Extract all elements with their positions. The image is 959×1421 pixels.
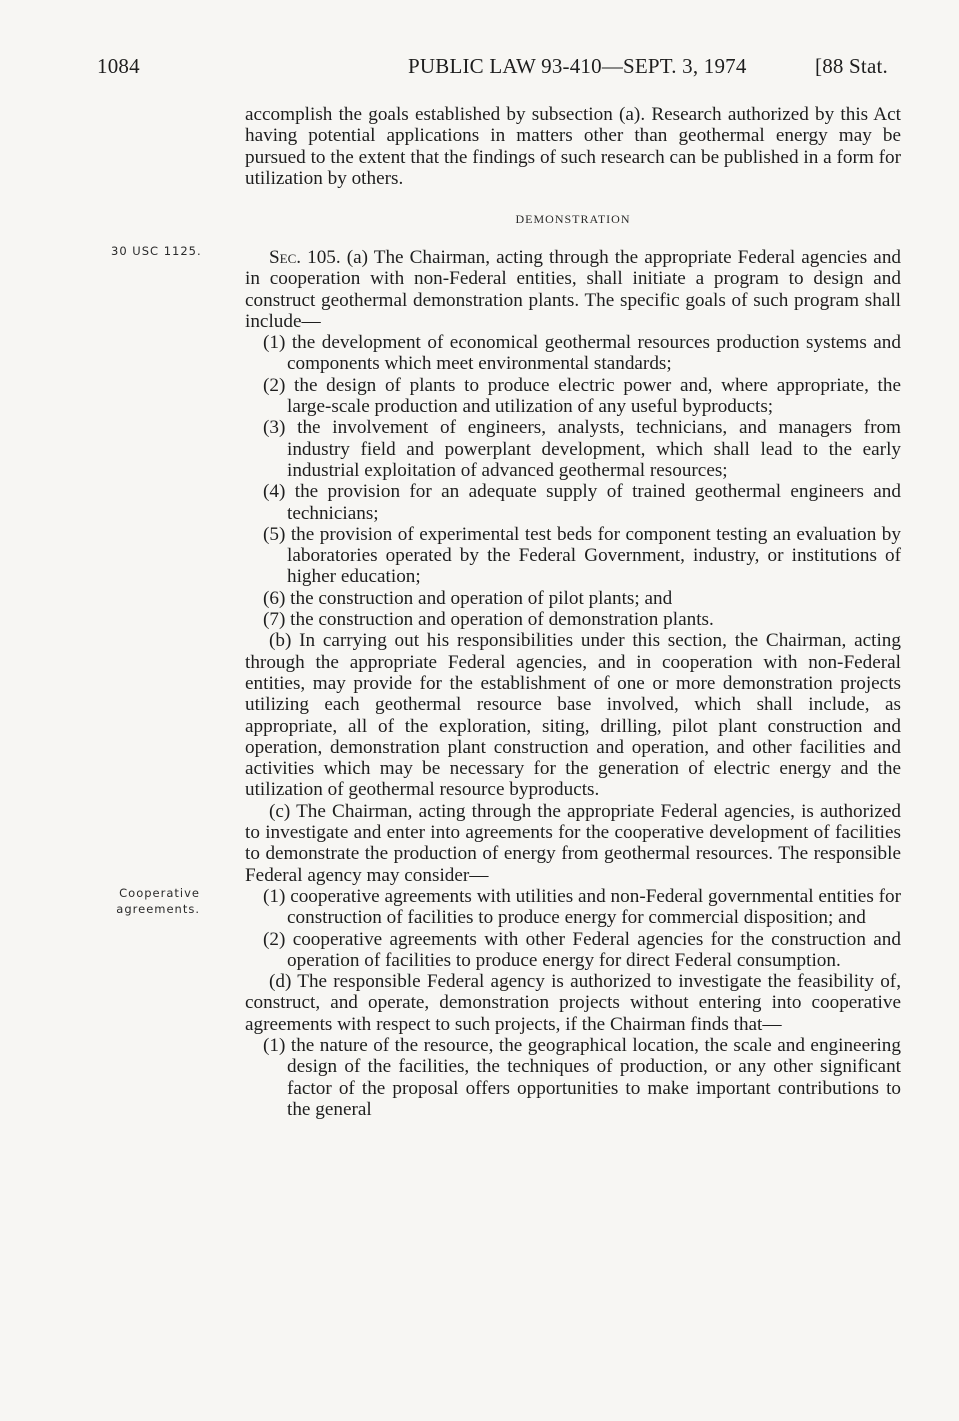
subsection-d: (d) The responsible Federal agency is authorized to investigate the feasibility of, construct, and operate, demonstration projects without entering into cooperative agreements with respect to such projects, if the Chairman finds that— [245,971,901,1035]
finding-item: (1) the nature of the resource, the geographical location, the scale and engineering design of the facilities, the techniques of production, or any other significant factor of the proposal offers opportunities to make important contributions to the general [263,1034,901,1120]
goal-item: (6) the construction and operation of pilot plants; and [263,587,673,609]
margin-note-usc: 30 USC 1125. [111,244,202,258]
opening-paragraph: accomplish the goals established by subsection (a). Research authorized by this Act having potential applications in matters other than geothermal energy may be pursued to the extent that the findings of such research can be published in a form for utilization by others. [245,104,901,189]
subsection-b: (b) In carrying out his responsibilities under this section, the Chairman, acting through the appropriate Federal agencies, and in cooperation with non-Federal entities, may provide for the establishment of one or more demonstration projects utilizing each geothermal resource base involved, which shall include, as appropriate, all of the exploration, siting, drilling, pilot plant construction and operation, demonstration plant construction and operation, and other facilities and activities which may be necessary for the generation of electric energy and the utilization of geothermal resource byproducts. [245,630,901,801]
cooperative-item: (1) cooperative agreements with utilities and non-Federal governmental entities for construction of facilities to produce energy for commercial disposition; and [263,885,901,929]
cooperative-item: (2) cooperative agreements with other Federal agencies for the construction and operation of facilities to produce energy for direct Federal consumption. [263,928,901,971]
goal-item: (1) the development of economical geothermal resources production systems and components which meet environmental standards; [263,332,901,375]
goal-item: (3) the involvement of engineers, analysts, technicians, and managers from industry field and powerplant development, which shall lead to the early industrial exploitation of advanced geothermal resources; [263,417,901,481]
goal-item: (5) the provision of experimental test beds for component testing an evaluation by laboratories operated by the Federal Government, industry, or institutions of higher education; [263,523,901,588]
margin-note-cooperative [103,885,200,917]
section-body [245,247,901,1120]
goal-item: (2) the design of plants to produce electric power and, where appropriate, the large-scale production and utilization of any useful byproducts; [263,374,901,418]
goal-item: (4) the provision for an adequate supply of trained geothermal engineers and technicians; [263,481,901,524]
margin-note-line: Cooperative [119,886,200,900]
subsection-a [245,247,901,332]
section-heading: DEMONSTRATION [515,212,631,226]
margin-note-line: agreements. [116,902,200,916]
subsection-c: (c) The Chairman, acting through the appropriate Federal agencies, is authorized to investigate and enter into agreements for the cooperative development of facilities to demonstrate the production of energy from geothermal resources. The responsible Federal agency may consider— [245,800,901,886]
opening-paragraph-block [245,104,901,189]
statute-reference: [88 Stat. [815,54,888,78]
goal-item: (7) the construction and operation of demonstration plants. [263,609,714,631]
page-number: 1084 [97,54,140,78]
running-title: PUBLIC LAW 93-410—SEPT. 3, 1974 [408,54,747,78]
section-label: Sec. 105. [269,247,341,268]
subsection-a-text: (a) The Chairman, acting through the appropriate Federal agencies and in cooperation with non-Federal entities, shall initiate a program to design and construct geothermal demonstration plants. The specific goals of such program shall include— [245,247,902,332]
